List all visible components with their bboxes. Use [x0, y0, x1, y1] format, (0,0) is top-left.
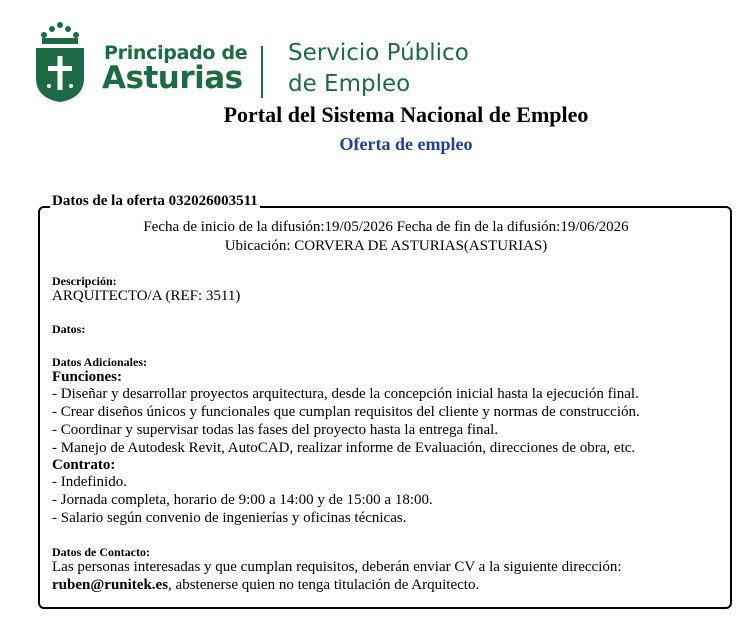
brand-name-line2: Asturias	[102, 60, 243, 96]
contrato-item: - Indefinido.	[52, 474, 127, 490]
brand-name-line1: Principado de	[104, 42, 248, 64]
description-value: ARQUITECTO/A (REF: 3511)	[52, 288, 241, 304]
service-name-line2: de Empleo	[288, 71, 411, 97]
brand-divider	[261, 46, 263, 98]
contact-email[interactable]: ruben@runitek.es	[52, 577, 169, 593]
offer-location: Ubicación: CORVERA DE ASTURIAS(ASTURIAS)	[224, 238, 548, 254]
offer-dates: Fecha de inicio de la difusión:19/05/2026 Fecha de fin de la difusión:19/06/2026	[143, 219, 629, 235]
funciones-item: - Coordinar y supervisar todas las fases del proyecto hasta la entrega final.	[52, 422, 499, 438]
contact-line-rest: , abstenerse quien no tenga titulación de Arquitecto.	[168, 577, 480, 593]
page-title: Portal del Sistema Nacional de Empleo	[223, 102, 589, 127]
contact-line-email	[52, 577, 479, 594]
funciones-item: - Diseñar y desarrollar proyectos arquitectura, desde la concepción inicial hasta la ejecución final.	[52, 386, 639, 402]
contrato-item: - Jornada completa, horario de 9:00 a 14:00 y de 15:00 a 18:00.	[52, 492, 433, 508]
contrato-heading: Contrato:	[52, 457, 116, 473]
service-name-line1: Servicio Público	[288, 40, 469, 66]
contact-label: Datos de Contacto:	[52, 545, 150, 559]
page-subtitle: Oferta de empleo	[339, 134, 473, 154]
description-label: Descripción:	[52, 274, 117, 288]
contact-line: Las personas interesadas y que cumplan requisitos, deberán enviar CV a la siguiente dirección:	[52, 559, 622, 575]
offer-legend: Datos de la oferta 032026003511	[52, 193, 258, 209]
contrato-item: - Salario según convenio de ingenierías y oficinas técnicas.	[52, 510, 407, 526]
asturias-crest-logo	[34, 20, 86, 102]
datos-label: Datos:	[52, 322, 86, 336]
funciones-heading: Funciones:	[52, 369, 123, 385]
funciones-item: - Manejo de Autodesk Revit, AutoCAD, realizar informe de Evaluación, direcciones de obra, etc.	[52, 440, 636, 456]
additional-label: Datos Adicionales:	[52, 355, 148, 369]
funciones-item: - Crear diseños únicos y funcionales que cumplan requisitos del cliente y normas de construcción.	[52, 404, 640, 420]
